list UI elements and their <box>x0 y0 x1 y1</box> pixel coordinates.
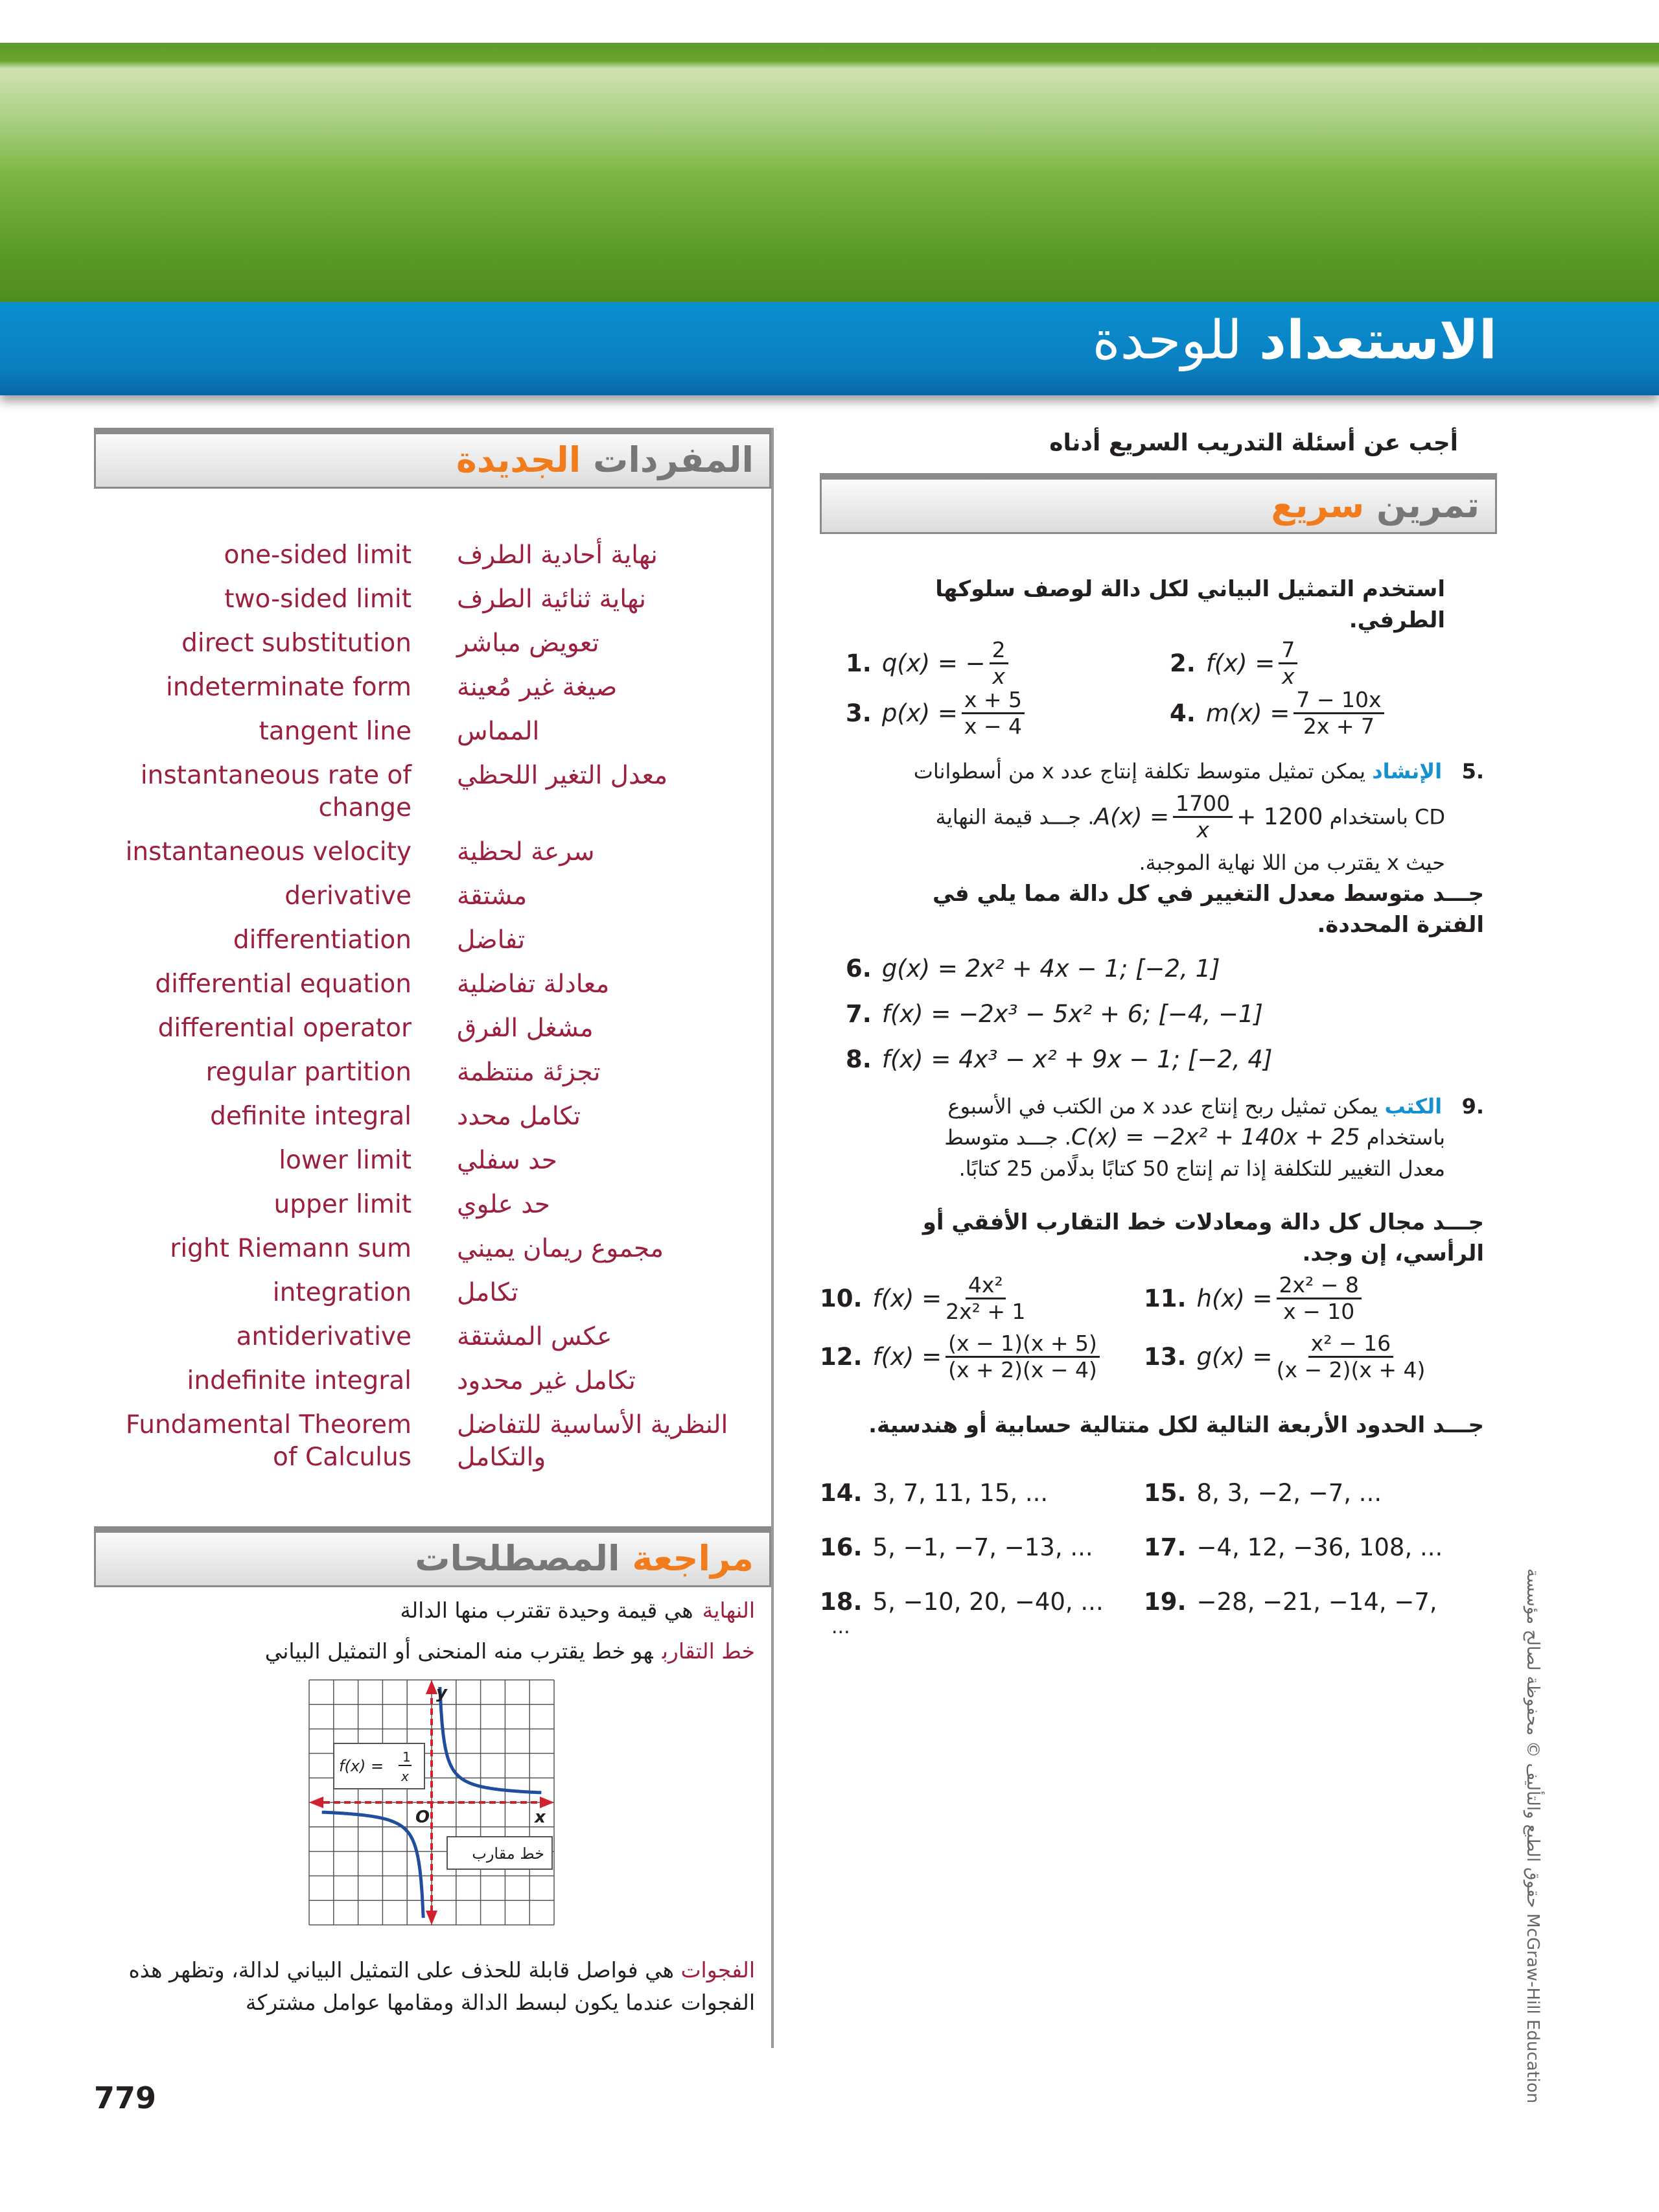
vocab-row <box>94 1145 761 1177</box>
problem-8 <box>846 1036 1497 1082</box>
problem-11 <box>1144 1273 1468 1324</box>
vocab-english: differential equation <box>155 970 412 999</box>
problem-16 <box>820 1533 1144 1561</box>
problem-number: 16. <box>820 1533 863 1561</box>
review-terms-header <box>94 1526 771 1587</box>
x-label: x <box>535 1808 546 1827</box>
curve-branch-left <box>322 1812 424 1918</box>
vocab-arabic: المماس <box>457 717 540 746</box>
vocab-arabic: صيغة غير مُعينة <box>457 673 618 702</box>
vocab-english: indeterminate form <box>166 673 412 702</box>
fraction <box>962 688 1025 739</box>
problem-10 <box>820 1273 1144 1324</box>
vocab-arabic: حد علوي <box>457 1190 550 1219</box>
term: النهاية <box>702 1598 755 1623</box>
fraction <box>1277 1273 1362 1324</box>
vocab-arabic: نهاية أحادية الطرف <box>457 541 658 570</box>
numerator: 1700 <box>1173 791 1233 818</box>
problem-19 <box>1144 1588 1468 1616</box>
denominator: x − 4 <box>964 713 1022 739</box>
lhs: f(x) = <box>872 1342 942 1371</box>
problem-number: 7. <box>846 999 872 1028</box>
problem-label: الإنشاد <box>1372 759 1443 784</box>
fraction <box>1294 688 1384 739</box>
problem-number: 17. <box>1144 1533 1187 1561</box>
column-divider <box>771 428 774 2048</box>
vocab-row <box>94 1409 761 1474</box>
header-orange: مراجعة <box>632 1538 754 1579</box>
vocab-english: indefinite integral <box>187 1366 412 1395</box>
problem-5 <box>846 751 1497 883</box>
header-orange: سريع <box>1271 485 1365 526</box>
problem-label: الكتب <box>1384 1094 1443 1119</box>
vocab-arabic: حد سفلي <box>457 1146 557 1175</box>
vocab-arabic: نهاية ثنائية الطرف <box>457 585 646 614</box>
fraction <box>946 1331 1100 1382</box>
sequence: −4, 12, −36, 108, ... <box>1196 1533 1443 1561</box>
problem-text: يمكن تمثيل متوسط تكلفة إنتاج عدد x من أسطوانات <box>913 759 1366 784</box>
problem-number: 1. <box>846 649 872 677</box>
numerator: 2x² − 8 <box>1277 1273 1362 1299</box>
vocab-arabic: تفاضل <box>457 926 526 955</box>
vocab-arabic: مشتقة <box>457 881 528 911</box>
problem-6 <box>846 946 1497 991</box>
vocab-row <box>94 1100 761 1133</box>
vocab-english: two-sided limit <box>224 585 412 614</box>
vocab-arabic: تكامل محدد <box>457 1102 581 1131</box>
formula: C(x) = −2x² + 140x + 25 <box>1071 1124 1360 1150</box>
vocab-english: Fundamental Theorem of Calculus <box>125 1410 412 1472</box>
problem-number: 3. <box>846 699 872 727</box>
vocab-english: upper limit <box>273 1190 412 1219</box>
vocab-arabic: معادلة تفاضلية <box>457 970 610 999</box>
vocab-arabic: تكامل <box>457 1278 518 1307</box>
callout-den: x <box>401 1769 409 1784</box>
quick-check-intro <box>820 428 1497 459</box>
rhs: + 1200 <box>1236 803 1323 830</box>
vocab-arabic: مشغل الفرق <box>457 1014 594 1043</box>
vocab-row <box>94 1277 761 1309</box>
lhs: m(x) = <box>1205 699 1290 727</box>
definition: هي قيمة وحيدة تقترب منها الدالة <box>400 1598 693 1623</box>
header-gray: تمرين <box>1376 485 1479 526</box>
page-number: 779 <box>94 2080 157 2115</box>
term: خط التقارب <box>662 1638 755 1664</box>
problems-14-19 <box>820 1410 1497 1638</box>
fraction <box>946 1273 1025 1324</box>
title-bold: الاستعداد <box>1259 310 1497 371</box>
problem-number: 15. <box>1144 1478 1187 1507</box>
problems-6-9 <box>820 878 1497 1184</box>
top-green-band <box>0 43 1659 302</box>
problem-number: 12. <box>820 1342 863 1371</box>
vocab-english: differential operator <box>157 1014 412 1043</box>
lhs: f(x) = <box>1205 649 1275 677</box>
definition: هو خط يقترب منه المنحنى أو التمثيل البياني <box>264 1638 653 1664</box>
expression: g(x) = 2x² + 4x − 1; [−2, 1] <box>881 954 1220 983</box>
problem-7 <box>846 991 1497 1036</box>
lhs: g(x) = <box>1196 1342 1273 1371</box>
lhs: f(x) = <box>872 1284 942 1312</box>
vocab-row <box>94 1365 761 1397</box>
vocab-row <box>94 968 761 1001</box>
vocab-arabic: النظرية الأساسية للتفاضل والتكامل <box>457 1410 728 1472</box>
vocab-row <box>94 583 761 616</box>
definition: هي فواصل قابلة للحذف على التمثيل البياني لدالة، وتظهر هذه الفجوات عندما يكون لبسط الدالة ومقامها عوامل مشتركة <box>128 1957 755 2015</box>
continuation: ... <box>831 1616 850 1638</box>
vocab-english: right Riemann sum <box>170 1234 412 1263</box>
problem-number: 10. <box>820 1284 863 1312</box>
vocab-row <box>94 760 761 824</box>
vocab-english: antiderivative <box>236 1322 412 1351</box>
vocab-arabic: تجزئة منتظمة <box>457 1058 601 1087</box>
numerator: x² − 16 <box>1308 1331 1393 1358</box>
vocab-english: lower limit <box>279 1146 412 1175</box>
vocab-row <box>94 627 761 660</box>
problem-text: حيث x يقترب من اللا نهاية الموجبة. <box>1139 850 1445 875</box>
unit-title <box>1093 310 1497 371</box>
title-light: للوحدة <box>1092 310 1242 371</box>
problem-number: 19. <box>1144 1587 1187 1616</box>
problem-1 <box>846 638 1170 689</box>
callout-fx: f(x) = <box>339 1757 384 1775</box>
vocab-english: direct substitution <box>181 629 412 658</box>
problem-17 <box>1144 1533 1468 1561</box>
problem-3 <box>846 688 1170 739</box>
denominator: (x + 2)(x − 4) <box>948 1356 1097 1382</box>
denominator: 2x² + 1 <box>946 1298 1026 1324</box>
numerator: 2 <box>990 638 1008 664</box>
sequence: 5, −10, 20, −40, ... <box>872 1587 1104 1616</box>
numerator: 4x² <box>966 1273 1006 1299</box>
fraction <box>990 638 1008 689</box>
problem-2 <box>1170 638 1494 689</box>
problem-text: CD باستخدام <box>1329 804 1445 830</box>
problem-text: . جـــد متوسط <box>944 1125 1071 1150</box>
asymptote-graph <box>308 1679 555 1926</box>
problem-number: 6. <box>846 954 872 983</box>
problem-text: معدل التغيير للتكلفة إذا تم إنتاج 50 كتابًا بدلًامن 25 كتابًا. <box>958 1156 1445 1181</box>
problem-text: باستخدام <box>1366 1125 1445 1150</box>
expression: f(x) = 4x³ − x² + 9x − 1; [−2, 4] <box>881 1045 1273 1073</box>
term: الفجوات <box>680 1957 755 1983</box>
numerator: x + 5 <box>962 688 1025 714</box>
numerator: 7 − 10x <box>1294 688 1384 714</box>
formula <box>1095 791 1323 843</box>
vocab-arabic: سرعة لحظية <box>457 837 595 867</box>
lhs: q(x) = − <box>881 649 986 677</box>
copyright-notice: حقوق الطبع والتأليف © محفوظة لصالح مؤسسة McGraw-Hill Education <box>1523 1568 1542 2104</box>
vocab-row <box>94 1189 761 1221</box>
vocab-row <box>94 1233 761 1265</box>
vocab-english: integration <box>272 1278 412 1307</box>
vocab-arabic: عكس المشتقة <box>457 1322 612 1351</box>
denominator: 2x + 7 <box>1303 713 1375 739</box>
instructions: جـــد مجال كل دالة ومعادلات خط التقارب الأفقي أو الرأسي، إن وجد. <box>922 1209 1484 1266</box>
curve-branch-right <box>440 1687 542 1793</box>
vocab-row <box>94 671 761 704</box>
header-orange: الجديدة <box>456 439 581 480</box>
vocab-english: differentiation <box>233 926 412 955</box>
problem-number: 13. <box>1144 1342 1187 1371</box>
x-axis-arrow-icon <box>540 1797 554 1808</box>
numerator: (x − 1)(x + 5) <box>946 1331 1100 1358</box>
header-gray: المفردات <box>593 439 754 480</box>
problem-18 <box>820 1588 1144 1616</box>
lhs: A(x) = <box>1094 803 1170 830</box>
problem-12 <box>820 1331 1144 1382</box>
asymptote-callout-label: خط مقارب <box>472 1845 544 1863</box>
callout-num: 1 <box>402 1749 411 1765</box>
vocab-row <box>94 539 761 572</box>
problem-13 <box>1144 1331 1468 1382</box>
denominator: (x − 2)(x + 4) <box>1276 1356 1426 1382</box>
vocab-english: one-sided limit <box>224 541 412 570</box>
numerator: 7 <box>1279 638 1297 664</box>
gaps-definition <box>97 1954 755 2019</box>
vocab-row <box>94 1321 761 1353</box>
sequence: 8, 3, −2, −7, ... <box>1196 1478 1382 1507</box>
intro-text: أجب عن أسئلة التدريب السريع أدناه <box>1049 430 1458 456</box>
lhs: h(x) = <box>1196 1284 1273 1312</box>
instructions: جـــد متوسط معدل التغيير في كل دالة مما يلي في الفترة المحددة. <box>933 881 1484 938</box>
problem-text: يمكن تمثيل ربح إنتاج عدد x من الكتب في الأسبوع <box>947 1094 1378 1119</box>
origin-label: O <box>415 1808 430 1827</box>
sequence: −28, −21, −14, −7, <box>1196 1587 1437 1616</box>
limit-definition <box>400 1598 755 1623</box>
vocab-row <box>94 716 761 748</box>
vocab-row <box>94 836 761 868</box>
problem-number: 2. <box>1170 649 1196 677</box>
header-gray: المصطلحات <box>415 1538 620 1579</box>
vocab-english: instantaneous rate of change <box>140 761 412 822</box>
vocab-row <box>94 924 761 957</box>
vocabulary-list <box>94 539 761 1485</box>
fraction <box>1277 1331 1426 1382</box>
problem-4 <box>1170 688 1494 739</box>
denominator: x <box>992 663 1005 689</box>
new-vocabulary-header <box>94 428 771 489</box>
instructions: جـــد الحدود الأربعة التالية لكل متتالية حسابية أو هندسية. <box>868 1412 1484 1438</box>
problem-number: 8. <box>846 1045 872 1073</box>
denominator: x <box>1282 663 1295 689</box>
expression: f(x) = −2x³ − 5x² + 6; [−4, −1] <box>881 999 1263 1028</box>
vocab-arabic: مجموع ريمان يميني <box>457 1234 664 1263</box>
problem-number: .5 <box>1461 759 1484 784</box>
y-label: y <box>436 1683 447 1703</box>
x-axis-arrow-left-icon <box>309 1797 323 1808</box>
vocab-row <box>94 880 761 913</box>
problems-1-5 <box>820 574 1497 883</box>
vocab-arabic: تكامل غير محدود <box>457 1366 636 1395</box>
vocab-english: regular partition <box>205 1058 412 1087</box>
asymptote-definition <box>265 1638 755 1664</box>
y-axis-arrow-down-icon <box>426 1911 437 1925</box>
fraction <box>1279 638 1297 689</box>
fraction <box>1173 791 1233 843</box>
vocab-english: derivative <box>284 881 412 911</box>
denominator: x <box>1196 817 1209 843</box>
problem-15 <box>1144 1479 1468 1507</box>
problem-number: 4. <box>1170 699 1196 727</box>
denominator: x − 10 <box>1283 1298 1355 1324</box>
vocab-english: instantaneous velocity <box>125 837 412 867</box>
vocab-english: tangent line <box>259 717 412 746</box>
problem-number: .9 <box>1461 1094 1484 1119</box>
vocab-arabic: معدل التغير اللحظي <box>457 761 668 790</box>
problem-number: 11. <box>1144 1284 1187 1312</box>
problem-9 <box>846 1091 1497 1184</box>
instructions: استخدم التمثيل البياني لكل دالة لوصف سلوكها الطرفي. <box>935 576 1445 633</box>
vocab-english: definite integral <box>210 1102 412 1131</box>
problems-10-13 <box>820 1207 1497 1386</box>
vocab-arabic: تعويض مباشر <box>457 629 599 658</box>
lhs: p(x) = <box>881 699 958 727</box>
sequence: 3, 7, 11, 15, ... <box>872 1478 1049 1507</box>
problem-number: 14. <box>820 1478 863 1507</box>
problem-14 <box>820 1479 1144 1507</box>
sequence: 5, −1, −7, −13, ... <box>872 1533 1093 1561</box>
quick-check-header <box>820 473 1497 534</box>
vocab-row <box>94 1012 761 1045</box>
problem-text: . جـــد قيمة النهاية <box>935 804 1095 830</box>
vocab-row <box>94 1056 761 1089</box>
problem-number: 18. <box>820 1587 863 1616</box>
